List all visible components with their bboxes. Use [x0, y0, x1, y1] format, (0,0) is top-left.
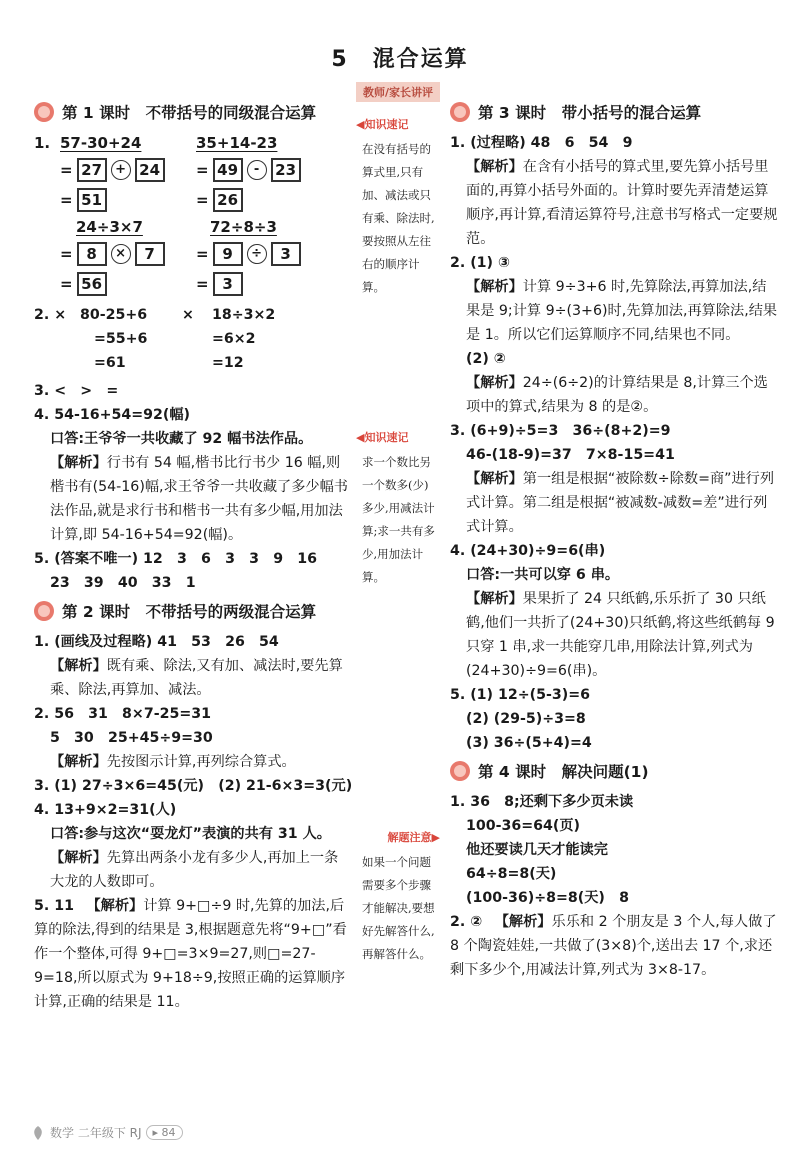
- lesson2-question-3: 3. (1) 27÷3×6=45(元) (2) 21-6×3=3(元): [34, 778, 353, 794]
- lesson-bullet-icon: [450, 761, 470, 781]
- question-1: 1. 57-30+24 = 27 + 24 = 51 35+14-23 = 49 - 23 = 26 24÷3×7 = 8 × 7 = 56 72÷8÷3 = 9 ÷ 3 = 3: [34, 131, 352, 299]
- side-header: 教师/家长讲评: [356, 82, 440, 102]
- attention-label: 解题注意▶: [387, 831, 440, 844]
- question-4: 4. 54-16+54=92(幅) 口答:王爷爷一共收藏了 92 幅书法作品。 【解析】行书有 54 幅,楷书比行书少 16 幅,则楷书有(54-16)幅,求王爷爷一共收藏了多少幅书法作品,就是求行书和楷书一共有多少幅,用加法计算,即 54-16+54=92(幅)。: [34, 407, 348, 543]
- lesson-4-heading: 第 4 课时 解决问题(1): [450, 758, 780, 784]
- lesson-bullet-icon: [34, 601, 54, 621]
- lesson2-question-2: 2. 56 31 8×7-25=31 5 30 25+45÷9=30 【解析】先按图示计算,再列综合算式。: [34, 706, 296, 770]
- knowledge-note-2: 求一个数比另一个数多(少)多少,用减法计算;求一共有多少,用加法计算。: [362, 455, 435, 584]
- footer-text: 数学 二年级下 RJ: [50, 1126, 142, 1140]
- knowledge-note-1: 在没有括号的算式里,只有加、减法或只有乘、除法时,要按照从左往右的顺序计算。: [362, 142, 435, 294]
- page-footer: [30, 1124, 183, 1141]
- attention-note: 如果一个问题需要多个步骤才能解决,要想好先解答什么,再解答什么。: [362, 855, 435, 961]
- lesson-1-heading: 第 1 课时 不带括号的同级混合运算: [34, 99, 352, 125]
- lesson3-question-2: 2. (1) ③ 【解析】计算 9÷3+6 时,先算除法,再算加法,结果是 9;计算 9÷(3+6)时,先算加法,再算除法,结果是 1。所以它们运算顺序不同,结果也不同。 (2) ② 【解析】24÷(6÷2)的计算结果是 8,计算三个选项中的算式,结果为 8 的是②。: [450, 255, 778, 415]
- page-title: 5 混合运算: [331, 47, 469, 72]
- question-2: 2. × 80-25+6 × 18÷3×2 =55+6 =6×2 =61 =12: [34, 307, 276, 371]
- lesson2-question-5: 5. 11 【解析】计算 9+□÷9 时,先算的加法,后算的除法,得到的结果是 3,根据题意先将“9+□”看作一个整体,可得 9+□=3×9=27,则□=27-9=18,所以原式为 9+18÷9,按照正确的运算顺序计算,正确的结果是 11。: [34, 898, 347, 1010]
- calc-block-d: 72÷8÷3 = 9 ÷ 3 = 3: [196, 215, 306, 299]
- lesson4-question-1: 1. 36 8;还剩下多少页未读 100-36=64(页) 他还要读几天才能读完 64÷8=8(天) (100-36)÷8=8(天) 8: [450, 794, 634, 906]
- lesson3-question-4: 4. (24+30)÷9=6(串) 口答:一共可以穿 6 串。 【解析】果果折了 24 只纸鹤,乐乐折了 30 只纸鹤,他们一共折了(24+30)只纸鹤,将这些纸鹤每 9 只穿 1 串,求一共能穿几串,用除法计算,列式为(24+30)÷9=6(串)。: [450, 543, 775, 679]
- calc-block-a: 57-30+24 = 27 + 24 = 51: [60, 131, 170, 215]
- lesson4-question-2: 2. ② 【解析】乐乐和 2 个朋友是 3 个人,每人做了 8 个陶瓷娃娃,一共做了(3×8)个,送出去 17 个,求还剩下多少个,用减法计算,列式为 3×8-17。: [450, 914, 777, 978]
- lesson2-question-1: 1. (画线及过程略) 41 53 26 54 【解析】既有乘、除法,又有加、减法时,要先算乘、除法,再算加、减法。: [34, 634, 343, 698]
- lesson-3-heading: 第 3 课时 带小括号的混合运算: [450, 99, 780, 125]
- lesson2-question-4: 4. 13+9×2=31(人) 口答:参与这次“耍龙灯”表演的共有 31 人。 【解析】先算出两条小龙有多少人,再加上一条大龙的人数即可。: [34, 802, 339, 890]
- lesson-bullet-icon: [34, 102, 54, 122]
- lesson3-question-5: 5. (1) 12÷(5-3)=6 (2) (29-5)÷3=8 (3) 36÷(5+4)=4: [450, 687, 592, 751]
- calc-block-b: 35+14-23 = 49 - 23 = 26: [196, 131, 306, 215]
- right-column: [450, 96, 780, 982]
- knowledge-label-2: ◀知识速记: [356, 431, 409, 444]
- leaf-icon: [30, 1125, 46, 1141]
- knowledge-label-1: ◀知识速记: [356, 118, 409, 131]
- side-notes-column: [352, 82, 444, 1137]
- calc-block-c: 24÷3×7 = 8 × 7 = 56: [60, 215, 170, 299]
- question-3: 3. < > =: [34, 383, 119, 399]
- left-column: [34, 96, 352, 1014]
- page-number: ▸ 84: [146, 1125, 183, 1140]
- question-5: 5. (答案不唯一) 12 3 6 3 3 9 16 23 39 40 33 1: [34, 551, 318, 591]
- lesson-2-heading: 第 2 课时 不带括号的两级混合运算: [34, 598, 352, 624]
- lesson3-question-1: 1. (过程略) 48 6 54 9 【解析】在含有小括号的算式里,要先算小括号里面的,再算小括号外面的。计算时要先弄清楚运算顺序,再计算,看清运算符号,注意书写格式一定要规范。: [450, 135, 778, 247]
- lesson3-question-3: 3. (6+9)÷5=3 36÷(8+2)=9 46-(18-9)=37 7×8-15=41 【解析】第一组是根据“被除数÷除数=商”进行列式计算。第二组是根据“被减数-减数=差”进行列式计算。: [450, 423, 775, 535]
- lesson-bullet-icon: [450, 102, 470, 122]
